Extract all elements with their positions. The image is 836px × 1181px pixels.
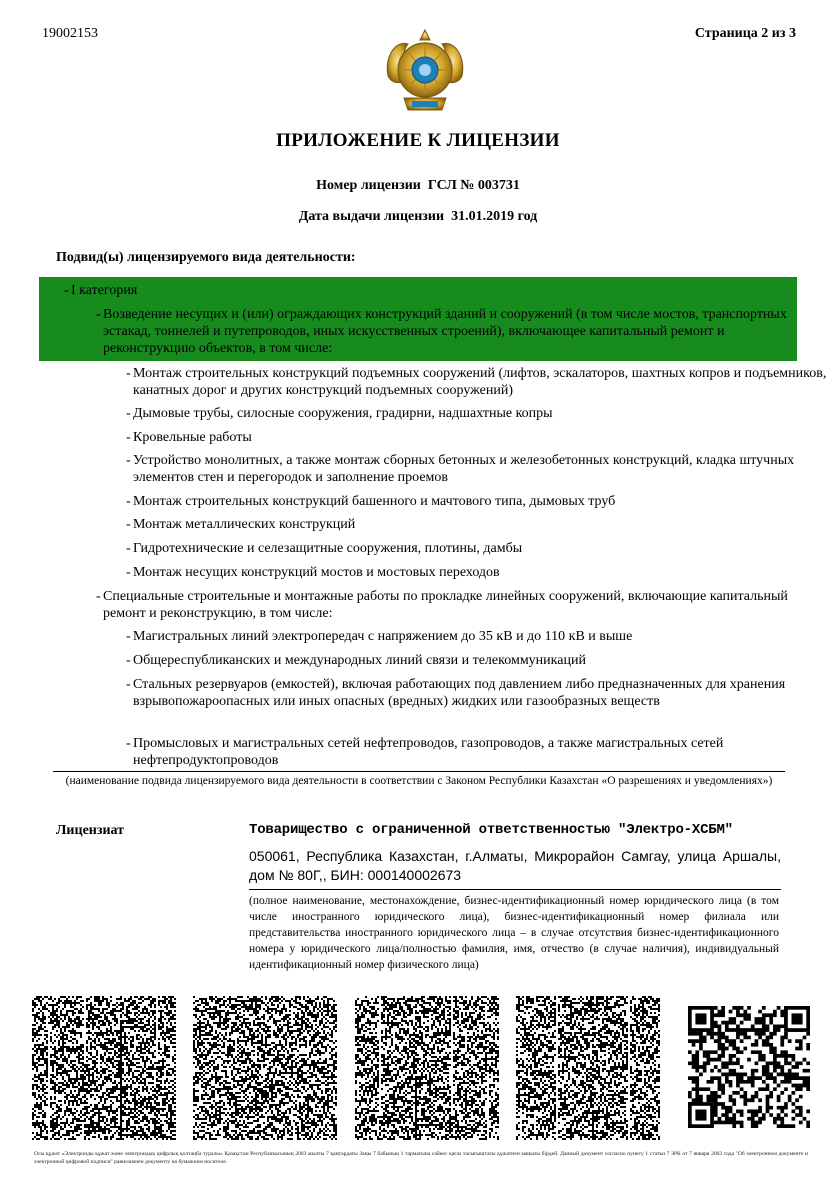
barcode-2d-icon <box>516 996 660 1140</box>
list-item: - Устройство монолитных, а также монтаж сборных бетонных и железобетонных конструкций, кладка штучных элементов стен и перегородок и заполнение проемов <box>126 453 795 485</box>
divider <box>53 771 785 772</box>
barcode-2d-icon <box>355 996 499 1140</box>
license-date-label: Дата выдачи лицензии <box>298 209 445 224</box>
license-date-value: 31.01.2019 год <box>451 209 538 224</box>
page-indicator: Страница 2 из 3 <box>694 26 796 41</box>
list-item: - Кровельные работы <box>126 430 252 445</box>
document-number: 19002153 <box>42 26 98 41</box>
activities-caption: (наименование подвида лицензируемого вида деятельности в соответствии с Законом Республики Казахстан «О разрешениях и уведомлениях») <box>65 775 773 787</box>
licensee-caption: (полное наименование, местонахождение, бизнес-идентификационный номер юридического лица (в том числе иностранного юридического лица), бизнес-идентификационный номер филиала или представительства иностранного юридического лица – в случае отсутствия бизнес-идентификационного номера у юридического лица/полностью фамилия, имя, отчество (в случае наличия), индивидуальный идентификационный номер физического лица) <box>249 895 779 971</box>
footer-note: Осы құжат «Электронды құжат және электрондық цифрлық қолтаңба туралы» Қазақстан Республикасының 2003 жылғы 7 қаңтардағы Заңы 7 бабының 1 тармағына сәйкес қағаз тасығыштағы құжатпен маңызы бірдей. Данный документ согласно пункту 1 статьи 7 ЗРК от 7 января 2003 года "Об электронном документе и электронной цифровой подписи" равнозначен документу на бумажном носителе. <box>34 1151 808 1165</box>
list-item-group-2: - Специальные строительные и монтажные работы по прокладке линейных сооружений, включающие капитальный ремонт и реконструкцию, в том числе: <box>96 589 788 621</box>
state-emblem-icon <box>382 26 468 114</box>
list-item: - Монтаж строительных конструкций подъемных сооружений (лифтов, эскалаторов, шахтных копров и подъемников, канатных дорог и других конструкций подъемных сооружений) <box>126 366 827 398</box>
licensee-label: Лицензиат <box>56 823 125 838</box>
list-item: - Общереспубликанских и международных линий связи и телекоммуникаций <box>126 653 586 668</box>
section-heading: Подвид(ы) лицензируемого вида деятельности: <box>56 250 356 265</box>
divider <box>249 889 781 890</box>
list-item: - Дымовые трубы, силосные сооружения, градирни, надшахтные копры <box>126 406 553 421</box>
barcode-2d-icon <box>32 996 176 1140</box>
list-item-category: - I категория <box>64 283 138 298</box>
list-item: - Гидротехнические и селезащитные сооружения, плотины, дамбы <box>126 541 523 556</box>
list-item: - Промысловых и магистральных сетей нефтепроводов, газопроводов, а также магистральных сетей нефтепродуктопроводов <box>126 736 724 768</box>
list-item: - Монтаж несущих конструкций мостов и мостовых переходов <box>126 565 500 580</box>
licensee-name: Товарищество с ограниченной ответственностью "Электро-ХСБМ" <box>249 822 733 838</box>
license-date-line <box>0 209 836 225</box>
list-item-group-1: - Возведение несущих и (или) ограждающих конструкций зданий и сооружений (в том числе мостов, транспортных эстакад, тоннелей и путепроводов, иных искусственных строений), включающее капитальный ремонт и реконструкцию объектов, в том числе: <box>96 307 787 356</box>
list-item: - Магистральных линий электропередач с напряжением до 35 кВ и до 110 кВ и выше <box>126 629 633 644</box>
list-item: - Монтаж строительных конструкций башенного и мачтового типа, дымовых труб <box>126 494 616 509</box>
licensee-address: 050061, Республика Казахстан, г.Алматы, Микрорайон Самгау, улица Аршалы, дом № 80Г,, БИН: 000140002673 <box>249 848 781 883</box>
list-item: - Монтаж металлических конструкций <box>126 517 356 532</box>
license-number-label: Номер лицензии <box>316 178 421 193</box>
license-number-value: ГСЛ № 003731 <box>427 178 520 193</box>
page-title: ПРИЛОЖЕНИЕ К ЛИЦЕНЗИИ <box>276 130 560 151</box>
list-item: - Стальных резервуаров (емкостей), включая работающих под давлением либо предназначенных для хранения взрывопожароопасных или иных опасных (вредных) жидких или газообразных веществ <box>126 677 786 709</box>
qr-code-icon <box>688 1006 810 1128</box>
barcode-2d-icon <box>193 996 337 1140</box>
license-number-line <box>0 178 836 194</box>
